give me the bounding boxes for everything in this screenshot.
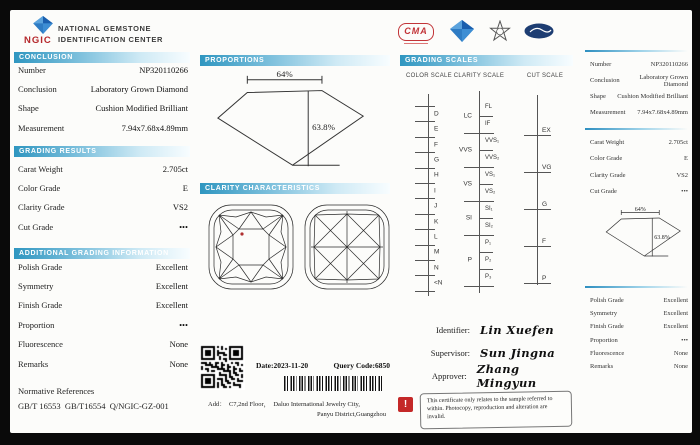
issue-line — [256, 361, 390, 370]
clarity-grade-label: P₂ — [485, 257, 492, 263]
field-value: None — [169, 358, 188, 369]
color-grade-label: L — [434, 233, 438, 241]
clarity-group-label: P — [467, 256, 472, 264]
scale-tick — [464, 133, 494, 134]
clarity-scale-title: CLARITY SCALE — [453, 73, 505, 79]
table-percent-label: 64% — [276, 68, 293, 79]
field-row — [18, 99, 188, 118]
scale-tick — [479, 252, 493, 253]
cut-scale-title: CUT SCALE — [526, 73, 564, 79]
section-header-clarity-characteristics: CLARITY CHARACTERISTICS — [200, 183, 390, 194]
warning-icon: ! — [398, 397, 413, 412]
field-row — [18, 60, 188, 79]
field-row — [590, 347, 688, 360]
scale-tick — [415, 260, 435, 261]
color-grade-label: E — [434, 125, 439, 133]
star-stamp-icon — [489, 20, 511, 42]
field-label: Approver: — [431, 370, 467, 381]
clarity-grade-label: SI₁ — [485, 206, 493, 212]
scale-tick — [464, 201, 494, 202]
scale-tick — [479, 150, 493, 151]
normative-references-values: GB/T 16553 GB/T16554 Q/NGIC-GZ-001 — [18, 401, 169, 411]
field-label: Clarity Grade — [590, 171, 626, 179]
additional-grading-field-list — [18, 257, 188, 373]
field-row — [590, 167, 688, 184]
scale-tick — [415, 245, 435, 246]
field-row — [18, 354, 188, 373]
field-value: Cushion Modified Brilliant — [95, 103, 188, 114]
scale-tick — [479, 269, 493, 270]
scale-line — [479, 91, 480, 293]
field-value: ••• — [681, 188, 688, 196]
field-row — [590, 104, 688, 120]
field-value: None — [673, 363, 688, 371]
field-row — [18, 178, 188, 197]
normative-references-title: Normative References — [18, 386, 95, 396]
clarity-grade-label: P₃ — [485, 274, 492, 280]
field-row — [590, 73, 688, 89]
field-row — [18, 198, 188, 217]
field-value: Excellent — [155, 300, 188, 311]
field-label: Clarity Grade — [18, 202, 65, 213]
field-value: ••• — [681, 336, 688, 344]
field-label: Remarks — [18, 358, 49, 369]
inclusion-mark — [240, 232, 243, 235]
qr-code — [200, 345, 245, 390]
notice-text: This certificate only relates to the sample referred to within. Photocopy, reproduction and alteration are invalid. — [420, 391, 573, 430]
cma-stamp-subline — [404, 43, 428, 44]
field-label: Cut Grade — [18, 221, 54, 232]
scale-tick — [524, 172, 551, 173]
stub-conclusion-field-list — [590, 57, 688, 120]
org-name — [58, 24, 163, 45]
color-grade-label: I — [434, 187, 436, 195]
field-label: Carat Weight — [18, 163, 63, 174]
issue-date: Date:2023-11-20 — [256, 361, 309, 370]
field-value: Excellent — [155, 281, 188, 292]
conclusion-field-list — [18, 60, 188, 138]
field-value: 7.94x7.68x4.89mm — [637, 108, 688, 116]
field-value: E — [684, 155, 688, 163]
org-abbr: NGIC — [24, 35, 52, 46]
scale-tick — [524, 209, 551, 210]
clarity-diagram-pavilion-view — [302, 202, 392, 292]
cut-grade-label: P — [542, 275, 547, 282]
clarity-group-label: VS — [463, 180, 472, 187]
field-value: Excellent — [663, 297, 688, 305]
stub-divider-top — [585, 50, 688, 52]
stub-proportions-diagram — [600, 206, 688, 262]
color-grade-label: <N — [434, 279, 443, 287]
scale-tick — [464, 286, 494, 287]
scale-line — [428, 94, 429, 296]
proportions-diagram — [206, 67, 378, 177]
stub-table-percent-label: 64% — [634, 207, 646, 213]
signature-list — [408, 318, 578, 390]
section-header-conclusion: CONCLUSION — [14, 52, 190, 63]
field-label: Finish Grade — [590, 323, 624, 331]
field-row — [590, 89, 688, 105]
field-label: Cut Grade — [590, 188, 617, 196]
color-grade-label: K — [434, 218, 439, 225]
clarity-grade-label: VS₁ — [485, 172, 496, 178]
scale-tick — [415, 183, 435, 184]
org-name-line2: IDENTIFICATION CENTER — [58, 34, 163, 44]
field-label: Shape — [18, 103, 39, 114]
field-label: Proportion — [590, 336, 618, 344]
field-row — [590, 134, 688, 151]
section-header-grading-results: GRADING RESULTS — [14, 146, 190, 157]
field-value: VS2 — [172, 202, 188, 213]
cut-grade-label: EX — [542, 127, 551, 134]
field-value: NP320110266 — [139, 64, 188, 75]
clarity-grade-label: VVS₂ — [485, 155, 500, 161]
depth-percent-label: 63.8% — [312, 121, 335, 132]
field-label: Symmetry — [590, 310, 618, 318]
scale-tick — [415, 137, 435, 138]
ilac-mra-stamp-icon — [524, 23, 554, 39]
color-grade-label: M — [434, 248, 440, 256]
org-name-line1: NATIONAL GEMSTONE — [58, 24, 152, 33]
field-value: None — [673, 349, 688, 357]
field-value: None — [169, 339, 188, 350]
field-label: Remarks — [590, 363, 614, 371]
signature-row — [408, 318, 578, 341]
field-row — [18, 276, 188, 295]
scale-tick — [464, 167, 494, 168]
clarity-scale — [447, 91, 519, 297]
color-grade-label: N — [434, 264, 439, 272]
field-value: ••• — [179, 221, 188, 232]
field-label: Color Grade — [590, 155, 623, 163]
field-value: E — [182, 183, 188, 194]
stub-divider-mid2 — [585, 286, 688, 288]
field-label: Number — [590, 61, 612, 69]
scale-tick — [415, 291, 435, 292]
field-row — [18, 217, 188, 236]
scale-tick — [479, 218, 493, 219]
field-value: Laboratory Grown Diamond — [90, 84, 188, 95]
color-grade-label: G — [434, 156, 440, 164]
scale-tick — [464, 235, 494, 236]
field-label: Proportion — [18, 319, 55, 330]
signature-name: Zhang Mingyun — [476, 361, 537, 390]
stub-divider-mid1 — [585, 128, 688, 130]
field-label: Polish Grade — [590, 297, 624, 305]
color-grade-label: J — [434, 202, 438, 210]
color-grade-label: D — [434, 110, 439, 118]
field-label: Shape — [590, 92, 606, 100]
clarity-grade-label: IF — [485, 121, 491, 127]
signature-name: Sun Jingna — [480, 345, 556, 360]
field-row — [590, 184, 688, 201]
clarity-group-label: VVS — [458, 146, 472, 153]
scale-tick — [524, 283, 551, 284]
scale-tick — [415, 275, 435, 276]
scale-tick — [479, 116, 493, 117]
grading-results-field-list — [18, 159, 188, 237]
stub-grading-field-list — [590, 134, 688, 200]
signature-row — [408, 361, 578, 390]
field-row — [18, 159, 188, 178]
barcode — [284, 376, 382, 391]
field-value: 2.705ct — [668, 138, 688, 146]
field-label: Identifier: — [436, 324, 470, 335]
field-value: NP320110266 — [650, 61, 688, 69]
color-grade-label: F — [434, 141, 438, 148]
clarity-diagram-crown-view — [206, 202, 296, 292]
cut-scale — [527, 95, 571, 291]
field-label: Symmetry — [18, 281, 54, 292]
field-label: Conclusion — [590, 77, 620, 85]
field-label: Fluorescence — [590, 349, 625, 357]
scale-line — [537, 95, 538, 285]
field-row — [590, 307, 688, 320]
field-value: Excellent — [663, 310, 688, 318]
scale-tick — [415, 168, 435, 169]
clarity-grade-label: VS₂ — [485, 189, 496, 195]
certificate — [10, 10, 692, 433]
field-row — [590, 294, 688, 307]
address-line1: Add： C7,2nd Floor， Daluo International Jewelry City, — [208, 401, 360, 408]
color-grade-label: H — [434, 171, 439, 179]
field-label: Color Grade — [18, 183, 61, 194]
field-row — [18, 335, 188, 354]
field-label: Finish Grade — [18, 300, 63, 311]
field-row — [18, 296, 188, 315]
field-row — [18, 79, 188, 98]
cut-grade-label: G — [542, 201, 548, 208]
field-value: Excellent — [663, 323, 688, 331]
scale-tick — [415, 106, 435, 107]
diamond-profile-outline — [218, 91, 363, 166]
stub-depth-percent-label: 63.8% — [654, 235, 670, 241]
ngic-logo-diamond-icon — [32, 16, 54, 34]
scale-tick — [415, 198, 435, 199]
scale-tick — [524, 246, 551, 247]
field-label: Measurement — [18, 122, 65, 133]
clarity-grade-label: P₁ — [485, 240, 492, 246]
field-value: ••• — [179, 319, 188, 330]
clarity-group-label: SI — [465, 214, 472, 221]
section-header-additional-grading: ADDITIONAL GRADING INFORMATION — [14, 248, 190, 259]
scale-tick — [415, 121, 435, 122]
field-label: Polish Grade — [18, 261, 63, 272]
field-row — [590, 320, 688, 333]
scale-tick — [415, 229, 435, 230]
field-value: Excellent — [155, 261, 188, 272]
scale-tick — [415, 152, 435, 153]
field-row — [18, 118, 188, 137]
field-row — [18, 315, 188, 334]
color-scale-title: COLOR SCALE — [406, 73, 452, 79]
field-value: VS2 — [676, 171, 688, 179]
field-row — [590, 360, 688, 373]
clarity-grade-label: FL — [485, 104, 493, 110]
clarity-grade-label: VVS₁ — [485, 138, 500, 144]
field-label: Number — [18, 64, 46, 75]
field-label: Fluorescence — [18, 339, 63, 350]
diamond-stamp-icon — [450, 20, 474, 42]
signature-name: Lin Xuefen — [480, 322, 555, 337]
cma-stamp: CMA — [398, 23, 434, 41]
field-label: Measurement — [590, 108, 626, 116]
clarity-group-label: LC — [463, 112, 472, 119]
field-value: 7.94x7.68x4.89mm — [121, 122, 188, 133]
cut-grade-label: F — [542, 238, 546, 245]
field-row — [18, 257, 188, 276]
field-value: 2.705ct — [162, 163, 188, 174]
cut-grade-label: VG — [542, 164, 552, 171]
field-row — [590, 334, 688, 347]
scale-tick — [479, 184, 493, 185]
clarity-grade-label: SI₂ — [485, 223, 493, 229]
field-row — [590, 57, 688, 73]
section-header-grading-scales: GRADING SCALES — [400, 55, 573, 66]
scale-tick — [524, 135, 551, 136]
scale-tick — [415, 214, 435, 215]
field-value: Cushion Modified Brilliant — [617, 92, 688, 100]
section-header-proportions: PROPORTIONS — [200, 55, 390, 66]
field-label: Carat Weight — [590, 138, 625, 146]
stub-additional-field-list — [590, 294, 688, 373]
field-row — [590, 151, 688, 168]
query-code: Query Code:6850 — [333, 361, 390, 370]
field-label: Conclusion — [18, 84, 57, 95]
field-label: Supervisor: — [430, 347, 470, 358]
address-line2: Panyu District,Guangzhou — [317, 411, 386, 418]
field-value: Laboratory Grown Diamond — [639, 73, 688, 88]
